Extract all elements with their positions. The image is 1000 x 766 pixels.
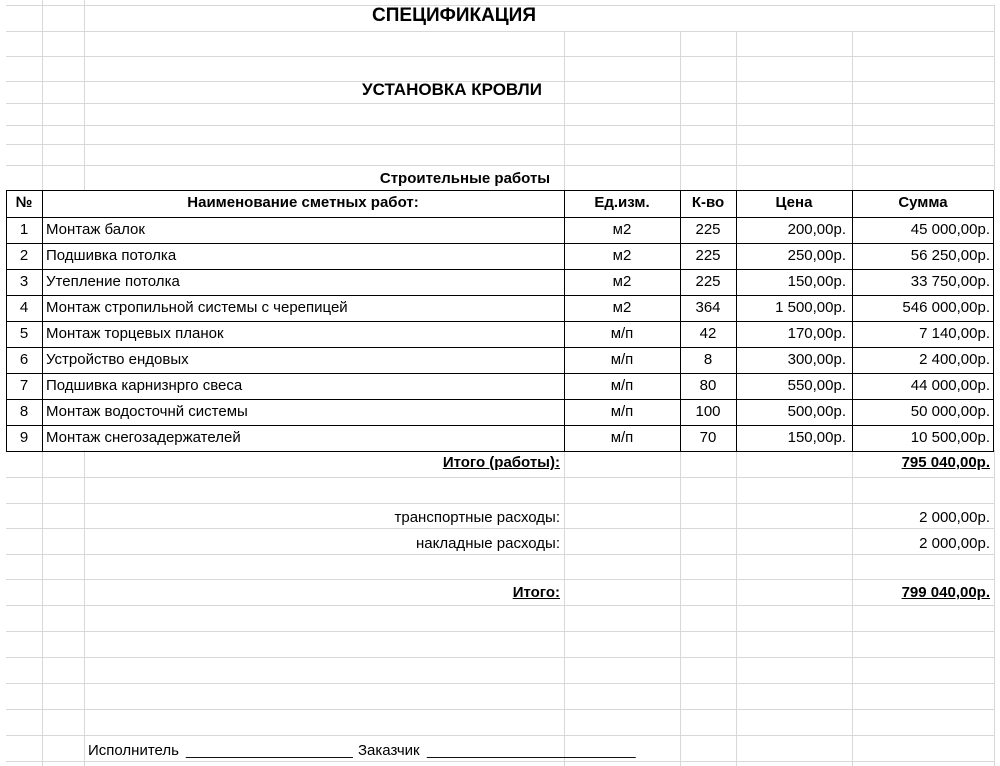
customer-signature-line: _________________________ (427, 742, 636, 759)
cell-qty: 100 (695, 403, 721, 420)
cell-price: 550,00р. (787, 377, 846, 394)
cell-num: 4 (19, 299, 29, 316)
cell-num: 5 (19, 325, 29, 342)
works-total-label: Итого (работы): (442, 454, 560, 471)
cell-num: 2 (19, 247, 29, 264)
cell-sum: 7 140,00р. (919, 325, 990, 342)
cell-qty: 8 (703, 351, 713, 368)
cell-qty: 225 (695, 221, 721, 238)
cell-qty: 364 (695, 299, 721, 316)
cell-sum: 2 400,00р. (919, 351, 990, 368)
cell-name: Монтаж водосточнй системы (46, 403, 248, 420)
cell-num: 8 (19, 403, 29, 420)
grand-total-label: Итого: (512, 584, 560, 601)
cell-sum: 546 000,00р. (902, 299, 990, 316)
cell-name: Утепление потолка (46, 273, 180, 290)
cell-unit: м/п (610, 429, 634, 446)
cell-unit: м2 (612, 247, 632, 264)
cell-sum: 50 000,00р. (910, 403, 990, 420)
cell-price: 500,00р. (787, 403, 846, 420)
cell-price: 200,00р. (787, 221, 846, 238)
cell-unit: м2 (612, 299, 632, 316)
executor-label: Исполнитель (88, 742, 179, 759)
cell-price: 300,00р. (787, 351, 846, 368)
cell-num: 1 (19, 221, 29, 238)
header-price: Цена (775, 194, 813, 211)
executor-signature-line: ____________________ (186, 742, 353, 759)
cell-price: 150,00р. (787, 273, 846, 290)
section-title: Строительные работы (379, 170, 551, 187)
cell-num: 9 (19, 429, 29, 446)
cell-unit: м/п (610, 403, 634, 420)
cell-price: 250,00р. (787, 247, 846, 264)
cell-qty: 70 (699, 429, 717, 446)
cell-unit: м/п (610, 351, 634, 368)
document-subtitle: УСТАНОВКА КРОВЛИ (362, 80, 542, 99)
cell-name: Монтаж торцевых планок (46, 325, 224, 342)
cell-unit: м/п (610, 377, 634, 394)
header-unit: Ед.изм. (594, 194, 650, 211)
cell-sum: 45 000,00р. (910, 221, 990, 238)
cell-name: Устройство ендовых (46, 351, 189, 368)
overhead-value: 2 000,00р. (919, 535, 990, 552)
cell-sum: 56 250,00р. (910, 247, 990, 264)
header-sum: Сумма (898, 194, 948, 211)
cell-qty: 225 (695, 273, 721, 290)
grand-total-value: 799 040,00р. (901, 584, 990, 601)
cell-name: Монтаж стропильной системы с черепицей (46, 299, 348, 316)
header-qty: К-во (691, 194, 725, 211)
cell-qty: 42 (699, 325, 717, 342)
cell-price: 170,00р. (787, 325, 846, 342)
cell-qty: 225 (695, 247, 721, 264)
transport-label: транспортные расходы: (394, 509, 560, 526)
overhead-label: накладные расходы: (415, 535, 560, 552)
cell-num: 6 (19, 351, 29, 368)
cell-name: Подшивка потолка (46, 247, 177, 264)
cell-unit: м2 (612, 221, 632, 238)
customer-label: Заказчик (358, 742, 420, 759)
transport-value: 2 000,00р. (919, 509, 990, 526)
works-total-value: 795 040,00р. (901, 454, 990, 471)
cell-unit: м2 (612, 273, 632, 290)
cell-sum: 33 750,00р. (910, 273, 990, 290)
cell-sum: 44 000,00р. (910, 377, 990, 394)
cell-name: Подшивка карнизнрго свеса (46, 377, 243, 394)
document-title: СПЕЦИФИКАЦИЯ (372, 5, 536, 26)
cell-qty: 80 (699, 377, 717, 394)
cell-num: 3 (19, 273, 29, 290)
header-num: № (15, 194, 33, 211)
cell-unit: м/п (610, 325, 634, 342)
cell-sum: 10 500,00р. (910, 429, 990, 446)
cell-price: 1 500,00р. (775, 299, 846, 316)
cell-name: Монтаж балок (46, 221, 145, 238)
cell-price: 150,00р. (787, 429, 846, 446)
cell-name: Монтаж снегозадержателей (46, 429, 241, 446)
header-name: Наименование сметных работ: (187, 194, 419, 211)
cell-num: 7 (19, 377, 29, 394)
